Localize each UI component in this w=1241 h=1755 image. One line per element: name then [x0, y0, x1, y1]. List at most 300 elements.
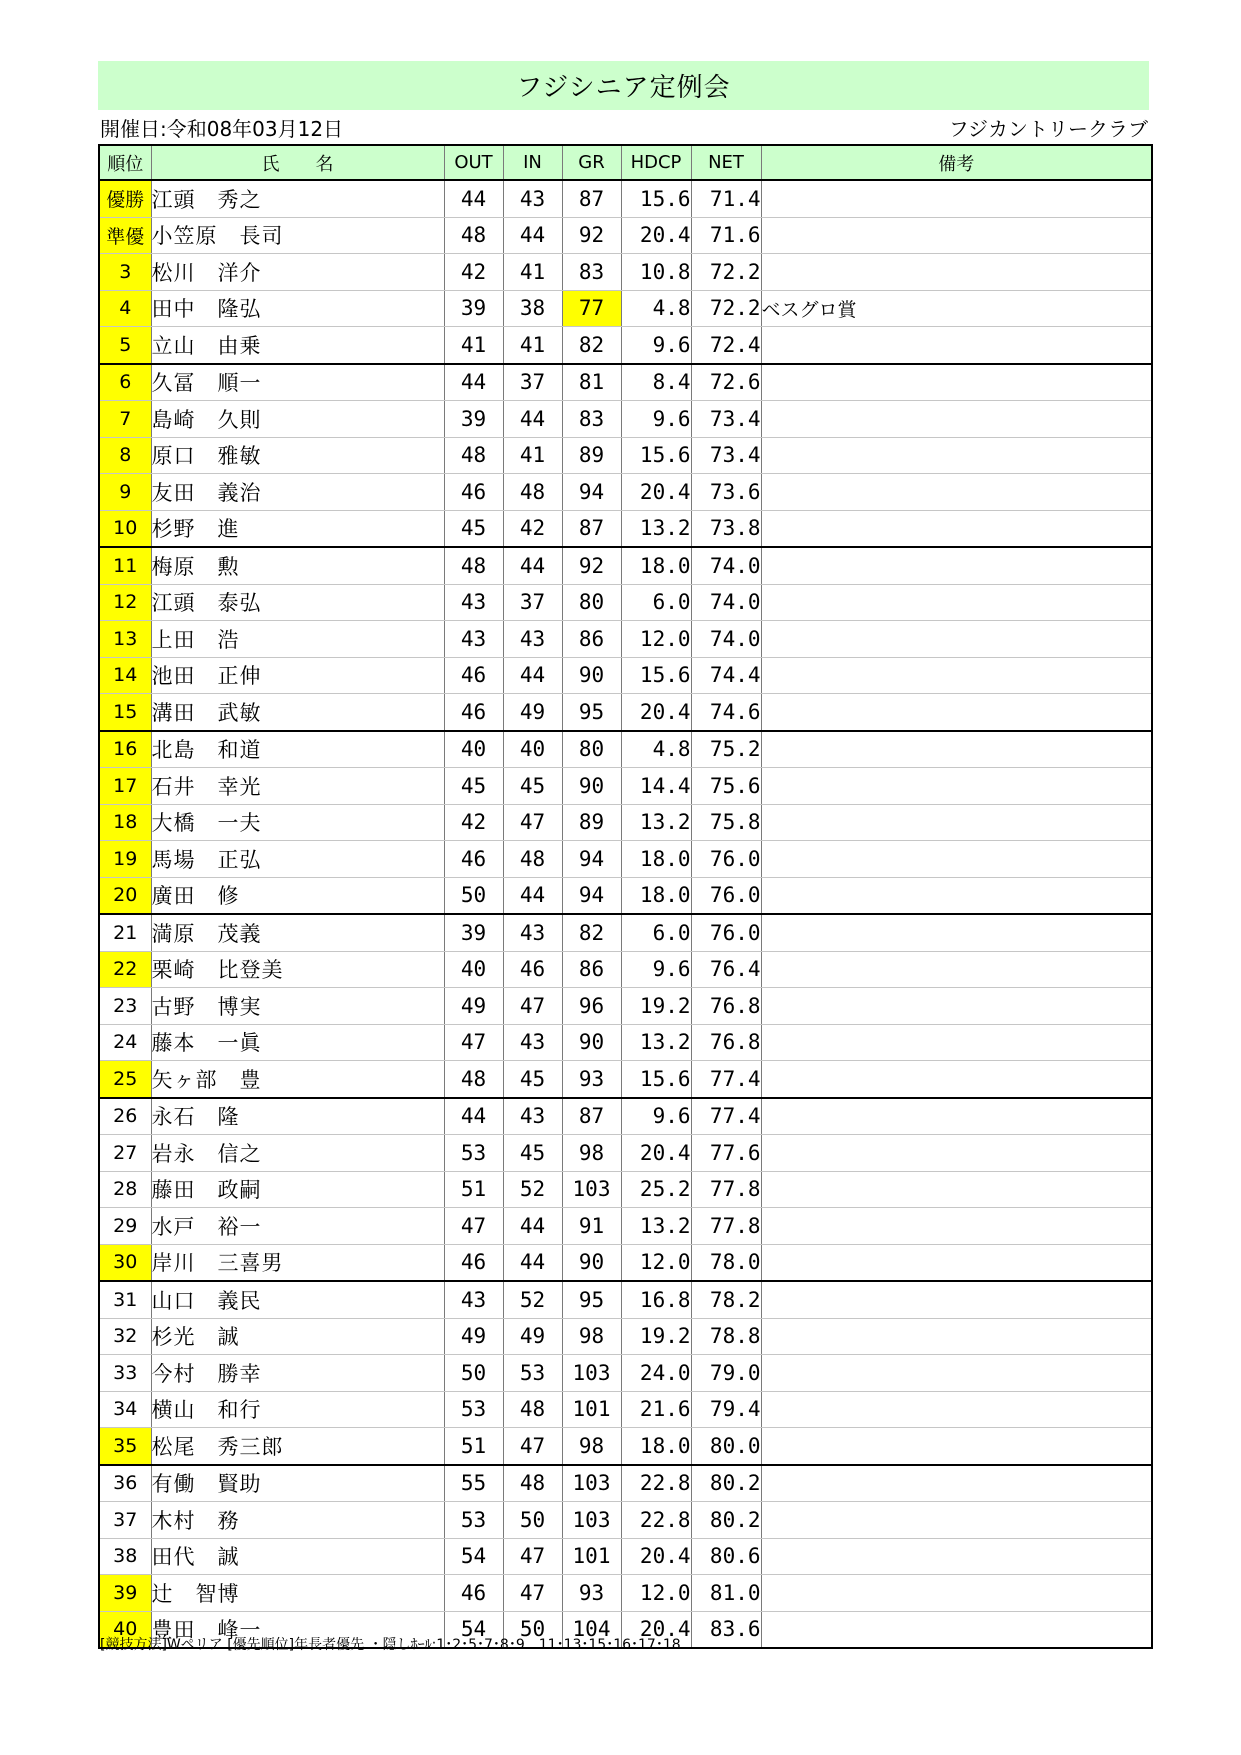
table-row — [99, 254, 1152, 291]
gross-score-cell: 83 — [562, 254, 621, 291]
net-score-cell: 79.4 — [691, 1391, 761, 1428]
note-cell — [761, 1611, 1152, 1648]
results-body — [99, 180, 1152, 1648]
handicap-cell: 8.4 — [621, 364, 691, 401]
gross-score-cell: 103 — [562, 1465, 621, 1502]
note-cell — [761, 1281, 1152, 1318]
net-score-cell: 74.6 — [691, 694, 761, 731]
out-score-cell: 50 — [444, 1355, 503, 1392]
rank-cell: 17 — [99, 768, 151, 805]
handicap-cell: 12.0 — [621, 1244, 691, 1281]
handicap-cell: 4.8 — [621, 290, 691, 327]
in-score-cell: 46 — [503, 951, 562, 988]
in-score-cell: 47 — [503, 804, 562, 841]
rank-cell: 8 — [99, 437, 151, 474]
gross-score-cell: 95 — [562, 694, 621, 731]
player-name-cell: 杉光 誠 — [151, 1318, 444, 1355]
handicap-cell: 20.4 — [621, 217, 691, 254]
table-row — [99, 1208, 1152, 1245]
out-score-cell: 48 — [444, 1061, 503, 1098]
note-cell — [761, 1428, 1152, 1465]
header-gr: GR — [562, 145, 621, 180]
out-score-cell: 46 — [444, 841, 503, 878]
in-score-cell: 49 — [503, 1318, 562, 1355]
note-cell — [761, 547, 1152, 584]
in-score-cell: 44 — [503, 217, 562, 254]
note-cell — [761, 694, 1152, 731]
rank-cell: 12 — [99, 584, 151, 621]
header-note: 備考 — [761, 145, 1152, 180]
player-name-cell: 江頭 泰弘 — [151, 584, 444, 621]
rank-cell: 25 — [99, 1061, 151, 1098]
out-score-cell: 51 — [444, 1428, 503, 1465]
note-cell — [761, 951, 1152, 988]
net-score-cell: 80.0 — [691, 1428, 761, 1465]
note-cell — [761, 657, 1152, 694]
table-row — [99, 327, 1152, 364]
net-score-cell: 74.4 — [691, 657, 761, 694]
rank-cell: 33 — [99, 1355, 151, 1392]
player-name-cell: 岸川 三喜男 — [151, 1244, 444, 1281]
note-cell — [761, 1208, 1152, 1245]
gross-score-cell: 103 — [562, 1502, 621, 1539]
in-score-cell: 43 — [503, 1098, 562, 1135]
player-name-cell: 溝田 武敏 — [151, 694, 444, 731]
gross-score-cell: 86 — [562, 621, 621, 658]
out-score-cell: 48 — [444, 437, 503, 474]
player-name-cell: 藤本 一眞 — [151, 1024, 444, 1061]
out-score-cell: 43 — [444, 1281, 503, 1318]
note-cell — [761, 584, 1152, 621]
net-score-cell: 76.4 — [691, 951, 761, 988]
out-score-cell: 46 — [444, 1244, 503, 1281]
table-row — [99, 180, 1152, 217]
note-cell — [761, 841, 1152, 878]
player-name-cell: 上田 浩 — [151, 621, 444, 658]
net-score-cell: 73.6 — [691, 474, 761, 511]
out-score-cell: 39 — [444, 401, 503, 438]
rank-cell: 34 — [99, 1391, 151, 1428]
in-score-cell: 45 — [503, 1135, 562, 1172]
gross-score-cell: 77 — [562, 290, 621, 327]
player-name-cell: 友田 義治 — [151, 474, 444, 511]
net-score-cell: 80.6 — [691, 1538, 761, 1575]
table-row — [99, 1391, 1152, 1428]
out-score-cell: 51 — [444, 1171, 503, 1208]
table-row — [99, 731, 1152, 768]
handicap-cell: 22.8 — [621, 1502, 691, 1539]
gross-score-cell: 80 — [562, 731, 621, 768]
table-row — [99, 290, 1152, 327]
in-score-cell: 47 — [503, 988, 562, 1025]
gross-score-cell: 93 — [562, 1575, 621, 1612]
table-row — [99, 474, 1152, 511]
header-rank: 順位 — [99, 145, 151, 180]
table-row — [99, 1465, 1152, 1502]
net-score-cell: 80.2 — [691, 1465, 761, 1502]
in-score-cell: 41 — [503, 254, 562, 291]
player-name-cell: 馬場 正弘 — [151, 841, 444, 878]
rank-cell: 11 — [99, 547, 151, 584]
rank-cell: 6 — [99, 364, 151, 401]
in-score-cell: 37 — [503, 364, 562, 401]
gross-score-cell: 80 — [562, 584, 621, 621]
gross-score-cell: 82 — [562, 327, 621, 364]
in-score-cell: 43 — [503, 180, 562, 217]
out-score-cell: 44 — [444, 364, 503, 401]
rank-cell: 3 — [99, 254, 151, 291]
gross-score-cell: 90 — [562, 657, 621, 694]
out-score-cell: 40 — [444, 731, 503, 768]
handicap-cell: 12.0 — [621, 1575, 691, 1612]
gross-score-cell: 98 — [562, 1318, 621, 1355]
in-score-cell: 44 — [503, 877, 562, 914]
net-score-cell: 78.2 — [691, 1281, 761, 1318]
net-score-cell: 73.4 — [691, 437, 761, 474]
net-score-cell: 75.8 — [691, 804, 761, 841]
gross-score-cell: 92 — [562, 547, 621, 584]
net-score-cell: 71.6 — [691, 217, 761, 254]
handicap-cell: 18.0 — [621, 547, 691, 584]
rank-cell: 19 — [99, 841, 151, 878]
gross-score-cell: 98 — [562, 1428, 621, 1465]
in-score-cell: 43 — [503, 914, 562, 951]
player-name-cell: 松川 洋介 — [151, 254, 444, 291]
gross-score-cell: 82 — [562, 914, 621, 951]
out-score-cell: 39 — [444, 914, 503, 951]
gross-score-cell: 87 — [562, 510, 621, 547]
table-row — [99, 510, 1152, 547]
title-text: フジシニア定例会 — [516, 73, 731, 103]
note-cell — [761, 1391, 1152, 1428]
results-table — [98, 144, 1153, 1649]
player-name-cell: 松尾 秀三郎 — [151, 1428, 444, 1465]
out-score-cell: 47 — [444, 1024, 503, 1061]
table-row — [99, 364, 1152, 401]
event-date: 開催日:令和08年03月12日 — [100, 116, 344, 141]
table-row — [99, 401, 1152, 438]
rank-cell: 4 — [99, 290, 151, 327]
handicap-cell: 14.4 — [621, 768, 691, 805]
handicap-cell: 25.2 — [621, 1171, 691, 1208]
in-score-cell: 40 — [503, 731, 562, 768]
handicap-cell: 22.8 — [621, 1465, 691, 1502]
net-score-cell: 77.6 — [691, 1135, 761, 1172]
gross-score-cell: 94 — [562, 841, 621, 878]
rank-cell: 7 — [99, 401, 151, 438]
gross-score-cell: 94 — [562, 877, 621, 914]
rank-cell: 27 — [99, 1135, 151, 1172]
table-row — [99, 1502, 1152, 1539]
handicap-cell: 6.0 — [621, 914, 691, 951]
handicap-cell: 10.8 — [621, 254, 691, 291]
net-score-cell: 78.8 — [691, 1318, 761, 1355]
in-score-cell: 53 — [503, 1355, 562, 1392]
player-name-cell: 小笠原 長司 — [151, 217, 444, 254]
player-name-cell: 立山 由乗 — [151, 327, 444, 364]
gross-score-cell: 83 — [562, 401, 621, 438]
table-row — [99, 657, 1152, 694]
handicap-cell: 13.2 — [621, 1024, 691, 1061]
table-row — [99, 1318, 1152, 1355]
in-score-cell: 52 — [503, 1281, 562, 1318]
gross-score-cell: 91 — [562, 1208, 621, 1245]
net-score-cell: 74.0 — [691, 621, 761, 658]
club-name: フジカントリークラブ — [948, 116, 1148, 141]
header-row — [99, 145, 1152, 180]
in-score-cell: 44 — [503, 1208, 562, 1245]
net-score-cell: 76.0 — [691, 841, 761, 878]
handicap-cell: 12.0 — [621, 621, 691, 658]
net-score-cell: 77.4 — [691, 1098, 761, 1135]
rank-cell: 37 — [99, 1502, 151, 1539]
rank-cell: 30 — [99, 1244, 151, 1281]
in-score-cell: 41 — [503, 327, 562, 364]
handicap-cell: 9.6 — [621, 951, 691, 988]
rank-cell: 40 — [99, 1611, 151, 1648]
note-cell — [761, 510, 1152, 547]
table-row — [99, 1355, 1152, 1392]
note-cell — [761, 180, 1152, 217]
rank-cell: 26 — [99, 1098, 151, 1135]
in-score-cell: 48 — [503, 474, 562, 511]
player-name-cell: 田中 隆弘 — [151, 290, 444, 327]
out-score-cell: 53 — [444, 1502, 503, 1539]
out-score-cell: 42 — [444, 804, 503, 841]
in-score-cell: 44 — [503, 1244, 562, 1281]
player-name-cell: 田代 誠 — [151, 1538, 444, 1575]
in-score-cell: 44 — [503, 547, 562, 584]
net-score-cell: 73.4 — [691, 401, 761, 438]
rank-cell: 9 — [99, 474, 151, 511]
net-score-cell: 72.2 — [691, 290, 761, 327]
note-cell — [761, 1502, 1152, 1539]
net-score-cell: 75.2 — [691, 731, 761, 768]
handicap-cell: 6.0 — [621, 584, 691, 621]
player-name-cell: 豊田 峰一 — [151, 1611, 444, 1648]
handicap-cell: 15.6 — [621, 180, 691, 217]
header-out: OUT — [444, 145, 503, 180]
in-score-cell: 43 — [503, 621, 562, 658]
player-name-cell: 原口 雅敏 — [151, 437, 444, 474]
note-cell — [761, 364, 1152, 401]
net-score-cell: 80.2 — [691, 1502, 761, 1539]
net-score-cell: 73.8 — [691, 510, 761, 547]
rank-cell: 36 — [99, 1465, 151, 1502]
rank-cell: 14 — [99, 657, 151, 694]
rank-cell: 32 — [99, 1318, 151, 1355]
rank-cell: 35 — [99, 1428, 151, 1465]
net-score-cell: 74.0 — [691, 547, 761, 584]
net-score-cell: 72.4 — [691, 327, 761, 364]
handicap-cell: 18.0 — [621, 841, 691, 878]
table-row — [99, 1061, 1152, 1098]
in-score-cell: 41 — [503, 437, 562, 474]
net-score-cell: 77.8 — [691, 1171, 761, 1208]
player-name-cell: 藤田 政嗣 — [151, 1171, 444, 1208]
note-cell — [761, 621, 1152, 658]
handicap-cell: 4.8 — [621, 731, 691, 768]
handicap-cell: 16.8 — [621, 1281, 691, 1318]
in-score-cell: 50 — [503, 1502, 562, 1539]
gross-score-cell: 90 — [562, 768, 621, 805]
out-score-cell: 53 — [444, 1135, 503, 1172]
out-score-cell: 45 — [444, 510, 503, 547]
note-cell — [761, 1244, 1152, 1281]
note-cell: ベスグロ賞 — [761, 290, 1152, 327]
table-row — [99, 1171, 1152, 1208]
in-score-cell: 48 — [503, 1391, 562, 1428]
handicap-cell: 13.2 — [621, 510, 691, 547]
handicap-cell: 9.6 — [621, 1098, 691, 1135]
meta-row — [100, 114, 1148, 140]
out-score-cell: 55 — [444, 1465, 503, 1502]
player-name-cell: 池田 正伸 — [151, 657, 444, 694]
net-score-cell: 81.0 — [691, 1575, 761, 1612]
handicap-cell: 19.2 — [621, 988, 691, 1025]
net-score-cell: 78.0 — [691, 1244, 761, 1281]
player-name-cell: 杉野 進 — [151, 510, 444, 547]
rank-cell: 18 — [99, 804, 151, 841]
gross-score-cell: 96 — [562, 988, 621, 1025]
table-row — [99, 217, 1152, 254]
in-score-cell: 45 — [503, 768, 562, 805]
table-row — [99, 841, 1152, 878]
out-score-cell: 49 — [444, 988, 503, 1025]
net-score-cell: 77.8 — [691, 1208, 761, 1245]
out-score-cell: 54 — [444, 1611, 503, 1648]
note-cell — [761, 1171, 1152, 1208]
table-row — [99, 1244, 1152, 1281]
table-row — [99, 1428, 1152, 1465]
header-hdcp: HDCP — [621, 145, 691, 180]
handicap-cell: 20.4 — [621, 694, 691, 731]
out-score-cell: 46 — [444, 694, 503, 731]
rank-cell: 5 — [99, 327, 151, 364]
player-name-cell: 廣田 修 — [151, 877, 444, 914]
out-score-cell: 49 — [444, 1318, 503, 1355]
out-score-cell: 50 — [444, 877, 503, 914]
in-score-cell: 44 — [503, 401, 562, 438]
table-row — [99, 914, 1152, 951]
net-score-cell: 83.6 — [691, 1611, 761, 1648]
player-name-cell: 島崎 久則 — [151, 401, 444, 438]
in-score-cell: 42 — [503, 510, 562, 547]
handicap-cell: 20.4 — [621, 1538, 691, 1575]
handicap-cell: 20.4 — [621, 1611, 691, 1648]
net-score-cell: 76.0 — [691, 877, 761, 914]
handicap-cell: 13.2 — [621, 804, 691, 841]
handicap-cell: 21.6 — [621, 1391, 691, 1428]
table-row — [99, 951, 1152, 988]
table-row — [99, 1538, 1152, 1575]
table-row — [99, 804, 1152, 841]
player-name-cell: 横山 和行 — [151, 1391, 444, 1428]
note-cell — [761, 217, 1152, 254]
player-name-cell: 辻 智博 — [151, 1575, 444, 1612]
rank-cell: 29 — [99, 1208, 151, 1245]
handicap-cell: 9.6 — [621, 401, 691, 438]
rank-cell: 16 — [99, 731, 151, 768]
rank-cell: 22 — [99, 951, 151, 988]
handicap-cell: 20.4 — [621, 474, 691, 511]
player-name-cell: 古野 博実 — [151, 988, 444, 1025]
table-row — [99, 988, 1152, 1025]
player-name-cell: 大橋 一夫 — [151, 804, 444, 841]
player-name-cell: 岩永 信之 — [151, 1135, 444, 1172]
note-cell — [761, 804, 1152, 841]
handicap-cell: 19.2 — [621, 1318, 691, 1355]
note-cell — [761, 988, 1152, 1025]
player-name-cell: 木村 務 — [151, 1502, 444, 1539]
table-row — [99, 1098, 1152, 1135]
in-score-cell: 47 — [503, 1428, 562, 1465]
net-score-cell: 72.2 — [691, 254, 761, 291]
net-score-cell: 76.0 — [691, 914, 761, 951]
note-cell — [761, 1135, 1152, 1172]
player-name-cell: 石井 幸光 — [151, 768, 444, 805]
note-cell — [761, 474, 1152, 511]
handicap-cell: 18.0 — [621, 877, 691, 914]
player-name-cell: 有働 賢助 — [151, 1465, 444, 1502]
out-score-cell: 45 — [444, 768, 503, 805]
player-name-cell: 今村 勝幸 — [151, 1355, 444, 1392]
gross-score-cell: 103 — [562, 1355, 621, 1392]
player-name-cell: 江頭 秀之 — [151, 180, 444, 217]
in-score-cell: 38 — [503, 290, 562, 327]
out-score-cell: 39 — [444, 290, 503, 327]
out-score-cell: 40 — [444, 951, 503, 988]
net-score-cell: 72.6 — [691, 364, 761, 401]
gross-score-cell: 90 — [562, 1024, 621, 1061]
note-cell — [761, 914, 1152, 951]
net-score-cell: 76.8 — [691, 1024, 761, 1061]
in-score-cell: 37 — [503, 584, 562, 621]
gross-score-cell: 95 — [562, 1281, 621, 1318]
in-score-cell: 45 — [503, 1061, 562, 1098]
net-score-cell: 71.4 — [691, 180, 761, 217]
rank-cell: 13 — [99, 621, 151, 658]
table-row — [99, 768, 1152, 805]
gross-score-cell: 93 — [562, 1061, 621, 1098]
out-score-cell: 42 — [444, 254, 503, 291]
in-score-cell: 50 — [503, 1611, 562, 1648]
table-row — [99, 547, 1152, 584]
gross-score-cell: 87 — [562, 1098, 621, 1135]
out-score-cell: 46 — [444, 1575, 503, 1612]
player-name-cell: 永石 隆 — [151, 1098, 444, 1135]
header-name: 氏 名 — [151, 145, 444, 180]
out-score-cell: 46 — [444, 474, 503, 511]
gross-score-cell: 90 — [562, 1244, 621, 1281]
note-cell — [761, 731, 1152, 768]
in-score-cell: 43 — [503, 1024, 562, 1061]
gross-score-cell: 89 — [562, 437, 621, 474]
table-row — [99, 437, 1152, 474]
player-name-cell: 久冨 順一 — [151, 364, 444, 401]
gross-score-cell: 86 — [562, 951, 621, 988]
table-row — [99, 1024, 1152, 1061]
table-row — [99, 1575, 1152, 1612]
table-row — [99, 877, 1152, 914]
note-cell — [761, 1024, 1152, 1061]
out-score-cell: 44 — [444, 180, 503, 217]
net-score-cell: 74.0 — [691, 584, 761, 621]
in-score-cell: 49 — [503, 694, 562, 731]
note-cell — [761, 1575, 1152, 1612]
player-name-cell: 梅原 勲 — [151, 547, 444, 584]
gross-score-cell: 87 — [562, 180, 621, 217]
